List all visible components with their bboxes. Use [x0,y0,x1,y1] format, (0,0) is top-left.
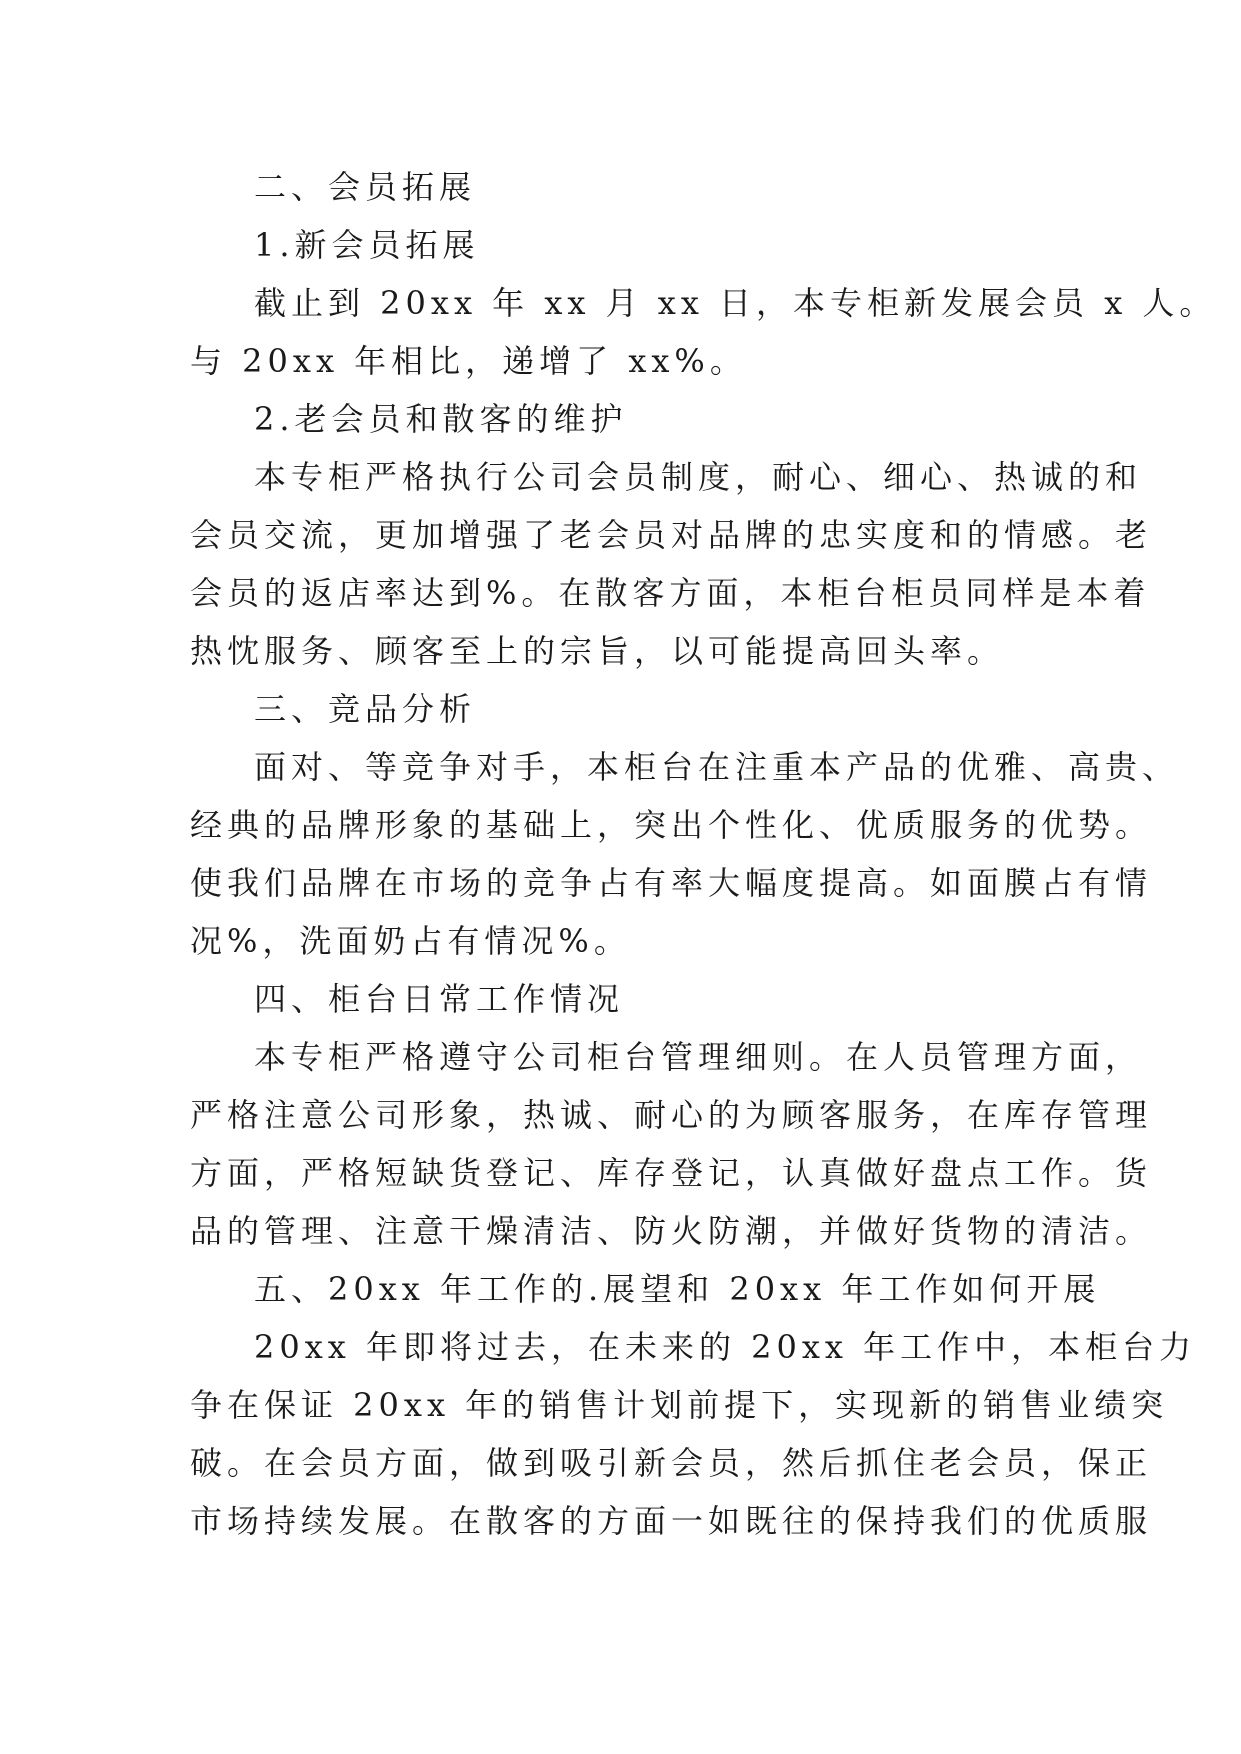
text-line: 20xx 年即将过去，在未来的 20xx 年工作中，本柜台力 [254,1328,1197,1366]
text-line: 经典的品牌形象的基础上，突出个性化、优质服务的优势。 [190,806,1153,844]
text-line: 会员的返店率达到%。在散客方面，本柜台柜员同样是本着 [190,574,1151,612]
text-line: 五、20xx 年工作的.展望和 20xx 年工作如何开展 [254,1270,1101,1308]
text-line: 四、柜台日常工作情况 [254,980,625,1018]
text-line: 二、会员拓展 [254,168,477,206]
text-line: 况%，洗面奶占有情况%。 [190,922,631,960]
text-line: 破。在会员方面，做到吸引新会员，然后抓住老会员，保正 [190,1444,1153,1482]
text-line: 本专柜严格执行公司会员制度，耐心、细心、热诚的和 [254,458,1143,496]
text-line: 争在保证 20xx 年的销售计划前提下，实现新的销售业绩突 [190,1386,1169,1424]
text-line: 品的管理、注意干燥清洁、防火防潮，并做好货物的清洁。 [190,1212,1153,1250]
text-line: 市场持续发展。在散客的方面一如既往的保持我们的优质服 [190,1502,1153,1540]
text-line: 热忱服务、顾客至上的宗旨，以可能提高回头率。 [190,632,1005,670]
text-line: 1.新会员拓展 [254,226,480,264]
text-line: 面对、等竞争对手，本柜台在注重本产品的优雅、高贵、 [254,748,1180,786]
document-body [190,158,1217,1550]
text-line: 2.老会员和散客的维护 [254,400,628,438]
text-line: 方面，严格短缺货登记、库存登记，认真做好盘点工作。货 [190,1154,1153,1192]
text-line: 严格注意公司形象，热诚、耐心的为顾客服务，在库存管理 [190,1096,1153,1134]
text-line: 截止到 20xx 年 xx 月 xx 日，本专柜新发展会员 x 人。 [254,284,1217,322]
text-line: 使我们品牌在市场的竞争占有率大幅度提高。如面膜占有情 [190,864,1153,902]
text-line: 三、竞品分析 [254,690,477,728]
text-line: 与 20xx 年相比，递增了 xx%。 [190,342,747,380]
text-line: 会员交流，更加增强了老会员对品牌的忠实度和的情感。老 [190,516,1153,554]
text-line: 本专柜严格遵守公司柜台管理细则。在人员管理方面， [254,1038,1143,1076]
